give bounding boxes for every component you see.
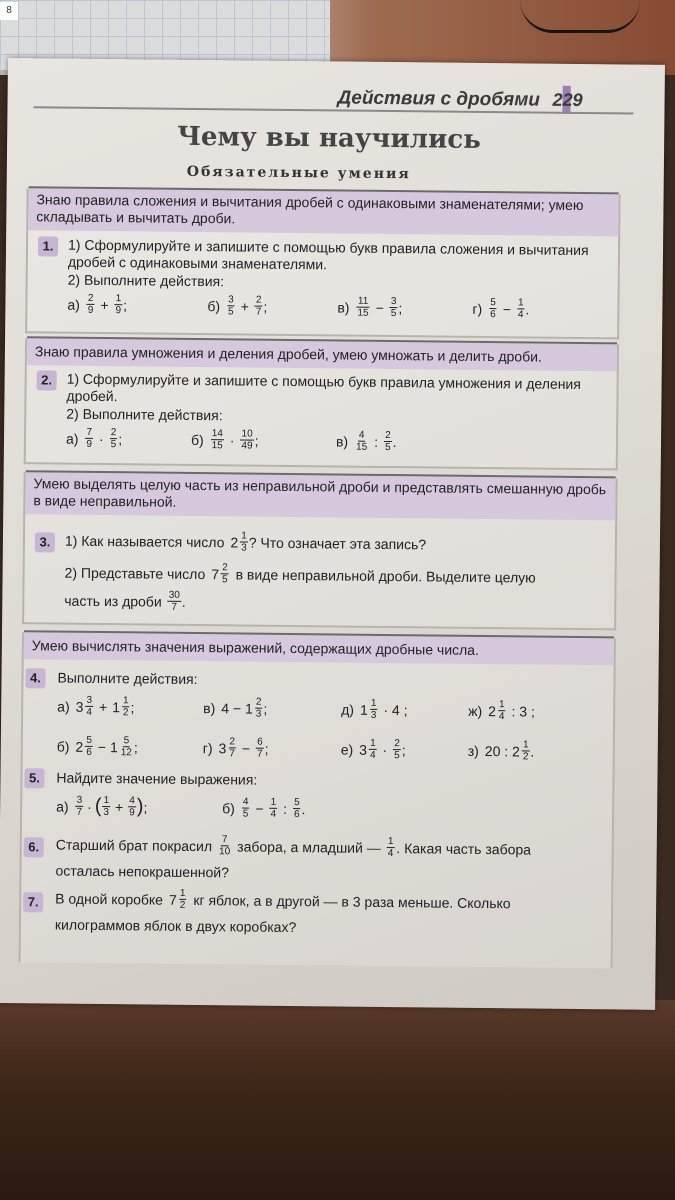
task-number: 1. xyxy=(38,236,58,256)
exercise-item: г) 3 $\frac{2}{7}$ − $\frac{6}{7}$ ; xyxy=(202,736,269,760)
task-number: 2. xyxy=(37,370,57,390)
skill-band: Знаю правила сложения и вычитания дробей с одинаковыми знаменателями; умею складывать и вычитать дроби. xyxy=(28,188,618,236)
question-2: 2) Представьте число 7 $\frac{2}{5}$ в виде неправильной дроби. Выделите целую xyxy=(64,562,536,586)
task-text: Найдите значение выражения: xyxy=(56,769,258,788)
task-number: 6. xyxy=(24,837,44,857)
skill-block-2 xyxy=(24,338,619,470)
exercise-item: г) $\frac{5}{6}$ − $\frac{1}{4}$ . xyxy=(472,297,530,321)
exercise-item: з) 20 : 2 $\frac{1}{2}$ . xyxy=(467,739,535,763)
skill-block-1 xyxy=(25,188,620,339)
page-number: 229 xyxy=(552,89,583,111)
skill-band: Умею вычислять значения выражений, содержащих дробные числа. xyxy=(24,632,614,665)
exercise-item: а) 3 $\frac{3}{4}$ + 1 $\frac{1}{2}$ ; xyxy=(57,694,135,719)
exercise-item: а) $\frac{2}{9}$ + $\frac{1}{9}$ ; xyxy=(67,292,128,317)
question-1: 1) Как называется число 2 $\frac{1}{3}$ ? Что означает эта запись? xyxy=(64,530,427,554)
exercise-item: б) $\frac{14}{15}$ · $\frac{10}{49}$ ; xyxy=(190,428,259,452)
exercise-item: д) 1 $\frac{1}{3}$ · 4 ; xyxy=(341,697,408,721)
task-number: 5. xyxy=(24,768,44,788)
skill-band: Умею выделять целую часть из неправильной дроби и представлять смешанную дробь в виде неправильной. xyxy=(25,472,615,520)
exercise-item: б) $\frac{3}{5}$ + $\frac{2}{7}$ ; xyxy=(207,294,268,318)
header-rule xyxy=(33,106,633,114)
section-title: Чему вы научились xyxy=(177,121,481,155)
task-text: 1) Сформулируйте и запишите с помощью букв правила сложения и вычитания дробей с одинаковыми знаменателями. xyxy=(67,236,589,273)
exercise-item: а) $\frac{7}{9}$ · $\frac{2}{5}$ ; xyxy=(65,426,123,451)
skill-block-3 xyxy=(22,472,618,630)
exercise-item: б) 2 $\frac{5}{6}$ − 1 $\frac{5}{12}$ ; xyxy=(56,734,138,759)
textbook-page xyxy=(0,58,665,1010)
task-number: 4. xyxy=(25,668,45,688)
task-number: 3. xyxy=(35,532,55,552)
exercise-item: б) $\frac{4}{5}$ − $\frac{1}{4}$ : $\frac{5}{6}$ . xyxy=(222,796,306,821)
task-text: 2) Выполните действия: xyxy=(67,271,225,290)
skill-band: Знаю правила умножения и деления дробей, умею умножать и делить дроби. xyxy=(27,338,617,371)
task-text: осталась непокрашенной? xyxy=(55,862,229,881)
exercise-item: а) $\frac{3}{7}$ · ( $\frac{1}{3}$ + $\frac{4}{9}$ ) ; xyxy=(56,794,148,819)
table-surface xyxy=(0,1000,675,1200)
corner-label: 8 xyxy=(0,2,18,20)
task-text: 1) Сформулируйте и запишите с помощью букв правила умножения и деления дробей. xyxy=(66,370,581,405)
exercise-item: в) $\frac{4}{15}$ : $\frac{2}{5}$ . xyxy=(335,429,397,454)
section-subtitle: Обязательные умения xyxy=(186,163,411,183)
task-text: Выполните действия: xyxy=(57,669,198,688)
task-7: В одной коробке 7 $\frac{1}{2}$ кг яблок, а в другой — в 3 раза меньше. Сколько xyxy=(55,887,511,911)
running-header: Действия с дробями xyxy=(337,87,541,111)
task-text: килограммов яблок в двух коробках? xyxy=(54,916,297,936)
skill-block-4 xyxy=(19,632,616,968)
task-text: 2) Выполните действия: xyxy=(66,405,223,424)
cable xyxy=(520,0,640,33)
exercise-item: ж) 2 $\frac{1}{4}$ : 3 ; xyxy=(468,699,536,723)
exercise-item: е) 3 $\frac{1}{4}$ · $\frac{2}{5}$ ; xyxy=(340,737,406,762)
task-number: 7. xyxy=(23,892,43,912)
question-2-cont: часть из дроби $\frac{30}{7}$ . xyxy=(64,589,186,613)
task-6: Старший брат покрасил $\frac{7}{10}$ забора, а младший — $\frac{1}{4}$ . Какая часть забора xyxy=(55,834,532,860)
exercise-item: в) 4 − 1 $\frac{2}{3}$ ; xyxy=(203,696,268,720)
exercise-item: в) $\frac{11}{15}$ − $\frac{3}{5}$ ; xyxy=(337,295,403,320)
